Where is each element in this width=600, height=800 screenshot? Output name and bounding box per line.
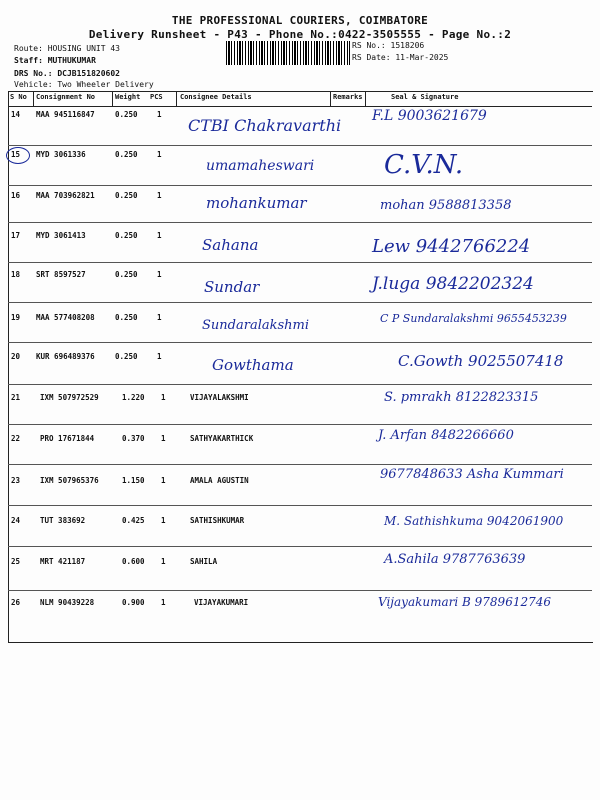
rs-date: RS Date: 11-Mar-2025: [352, 53, 449, 62]
row-weight: 0.250: [115, 191, 138, 200]
row-consignment: IXM 507972529: [40, 393, 99, 402]
row-consignment: PRO 17671844: [40, 434, 95, 443]
barcode: [226, 41, 350, 65]
row-consignment: KUR 696489376: [36, 352, 95, 361]
row-weight: 0.370: [122, 434, 145, 443]
row-pcs: 1: [157, 110, 162, 119]
row-sno: 23: [11, 476, 21, 485]
handwritten-signature: Lew 9442766224: [372, 236, 531, 257]
row-consignment: MAA 703962821: [36, 191, 95, 200]
row-consignment: NLM 90439228: [40, 598, 95, 607]
row-consignee: SATHYAKARTHICK: [190, 434, 254, 443]
row-weight: 0.250: [115, 150, 138, 159]
row-pcs: 1: [157, 150, 162, 159]
row-weight: 0.250: [115, 110, 138, 119]
row-weight: 0.900: [122, 598, 145, 607]
row-consignee: AMALA AGUSTIN: [190, 476, 249, 485]
row-sno: 25: [11, 557, 21, 566]
row-consignment: IXM 507965376: [40, 476, 99, 485]
col-consignment: Consignment No: [36, 93, 96, 101]
row-weight: 0.250: [115, 313, 138, 322]
handwritten-consignee: CTBI Chakravarthi: [188, 116, 342, 135]
handwritten-consignee: Gowthama: [212, 356, 294, 374]
row-pcs: 1: [161, 557, 166, 566]
row-consignee: VIJAYAKUMARI: [194, 598, 249, 607]
row-weight: 1.220: [122, 393, 145, 402]
row-sno: 26: [11, 598, 21, 607]
col-weight: Weight: [115, 93, 141, 101]
row-consignment: SRT 8597527: [36, 270, 86, 279]
handwritten-signature: M. Sathishkuma 9042061900: [384, 514, 564, 528]
row-sno: 19: [11, 313, 21, 322]
row-consignee: VIJAYALAKSHMI: [190, 393, 249, 402]
row-pcs: 1: [157, 313, 162, 322]
col-remarks: Remarks: [333, 93, 363, 101]
handwritten-signature: F.L 9003621679: [372, 108, 487, 124]
handwritten-signature: Vijayakumari B 9789612746: [378, 595, 552, 609]
col-seal-signature: Seal & Signature: [391, 93, 459, 101]
col-pcs: PCS: [150, 93, 163, 101]
row-sno: 18: [11, 270, 21, 279]
vehicle-label: Vehicle: Two Wheeler Delivery: [14, 80, 154, 89]
row-consignment: MRT 421187: [40, 557, 86, 566]
rs-number: RS No.: 1518206: [352, 41, 425, 50]
handwritten-signature: J.luga 9842202324: [372, 274, 534, 294]
row-sno: 17: [11, 231, 21, 240]
row-weight: 0.600: [122, 557, 145, 566]
row-sno: 15: [11, 150, 21, 159]
row-weight: 0.425: [122, 516, 145, 525]
row-consignment: MAA 577408208: [36, 313, 95, 322]
handwritten-consignee: mohankumar: [206, 194, 307, 212]
row-pcs: 1: [161, 598, 166, 607]
row-consignment: MAA 945116847: [36, 110, 95, 119]
handwritten-signature: A.Sahila 9787763639: [384, 552, 526, 567]
row-sno: 24: [11, 516, 21, 525]
col-sno: S No: [10, 93, 27, 101]
row-weight: 0.250: [115, 270, 138, 279]
handwritten-signature: S. pmrakh 8122823315: [384, 390, 539, 405]
row-sno: 20: [11, 352, 21, 361]
col-consignee: Consignee Details: [180, 93, 252, 101]
row-pcs: 1: [157, 191, 162, 200]
row-pcs: 1: [157, 270, 162, 279]
row-consignment: MYD 3061336: [36, 150, 86, 159]
handwritten-signature: C.Gowth 9025507418: [398, 352, 564, 370]
row-sno: 16: [11, 191, 21, 200]
handwritten-consignee: umamaheswari: [206, 158, 315, 174]
handwritten-signature: C P Sundaralakshmi 9655453239: [380, 312, 567, 325]
row-consignee: SAHILA: [190, 557, 218, 566]
row-sno: 21: [11, 393, 21, 402]
row-sno: 14: [11, 110, 21, 119]
route-label: Route: HOUSING UNIT 43: [14, 44, 120, 53]
handwritten-signature: 9677848633 Asha Kummari: [380, 467, 564, 482]
row-pcs: 1: [157, 231, 162, 240]
staff-label: Staff: MUTHUKUMAR: [14, 56, 96, 65]
row-pcs: 1: [161, 476, 166, 485]
row-weight: 0.250: [115, 231, 138, 240]
row-consignment: TUT 383692: [40, 516, 86, 525]
row-consignment: MYD 3061413: [36, 231, 86, 240]
handwritten-consignee: Sundaralakshmi: [202, 318, 310, 333]
row-pcs: 1: [161, 516, 166, 525]
row-pcs: 1: [157, 352, 162, 361]
runsheet-title: Delivery Runsheet - P43 - Phone No.:0422-3505555 - Page No.:2: [88, 28, 512, 41]
row-pcs: 1: [161, 393, 166, 402]
handwritten-consignee: Sundar: [204, 278, 260, 296]
row-consignee: SATHISHKUMAR: [190, 516, 245, 525]
drs-number: DRS No.: DCJB151820602: [14, 69, 120, 78]
handwritten-signature: mohan 9588813358: [380, 198, 512, 213]
handwritten-consignee: Sahana: [202, 236, 259, 254]
row-sno: 22: [11, 434, 21, 443]
row-weight: 1.150: [122, 476, 145, 485]
row-weight: 0.250: [115, 352, 138, 361]
company-title: THE PROFESSIONAL COURIERS, COIMBATORE: [171, 14, 429, 27]
handwritten-signature: J. Arfan 8482266660: [378, 428, 514, 443]
handwritten-signature: C.V.N.: [384, 150, 464, 180]
row-pcs: 1: [161, 434, 166, 443]
